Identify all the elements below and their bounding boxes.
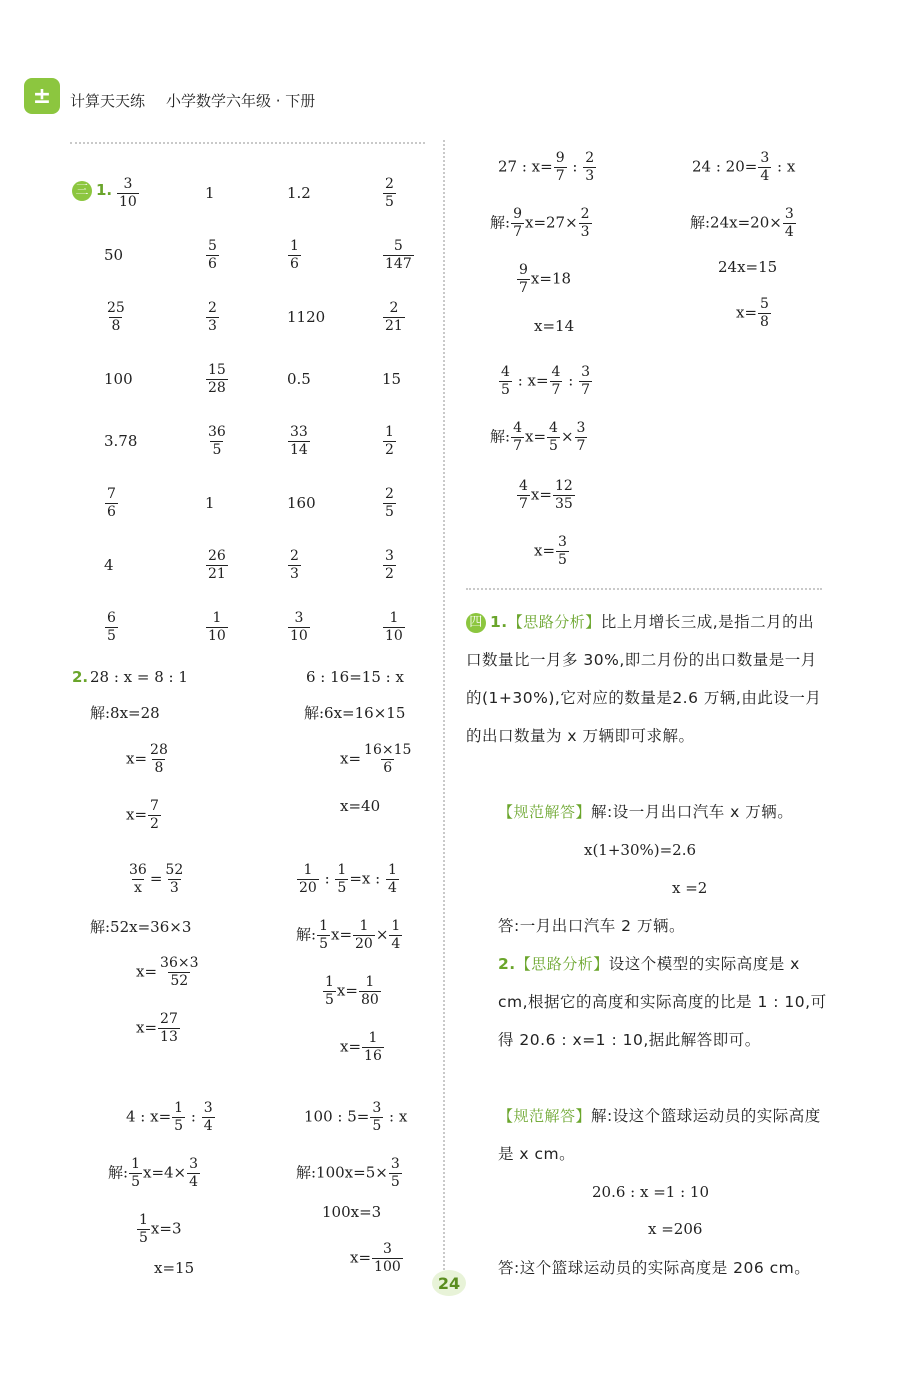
- equation-line: $\frac{9}{7}$ x=18: [519, 262, 572, 296]
- section-3-heading: [72, 181, 112, 201]
- equation-line: x= $\frac{27}{13}$: [136, 1011, 178, 1045]
- answer-cell: $\frac{33}{14}$: [290, 424, 308, 458]
- equation-line: 解:24x=20× $\frac{3}{4}$: [690, 206, 794, 240]
- answer-cell: 0.5: [287, 370, 311, 388]
- answer-cell: 1: [205, 494, 215, 512]
- equation-line: x= $\frac{1}{16}$: [340, 1030, 382, 1064]
- section-4-problem-2: 2.【思路分析】设这个模型的实际高度是 x cm,根据它的高度和实际高度的比是 1 : 10,可得 20.6 : x=1 : 10,据此解答即可。: [498, 955, 827, 1049]
- equation-line: x=15: [154, 1259, 195, 1277]
- answer-cell: $\frac{2}{3}$: [290, 548, 299, 582]
- equation-line: x=14: [534, 317, 575, 335]
- equation-line: x= $\frac{28}{8}$: [126, 742, 168, 776]
- equation-line: 解: $\frac{1}{5}$ x=4× $\frac{3}{4}$: [108, 1156, 199, 1190]
- question-number: 1.: [96, 181, 113, 199]
- answer-cell: 100: [104, 370, 133, 388]
- equation-line: 解:52x=36×3: [90, 918, 192, 936]
- solution-line: 【规范解答】解:设这个篮球运动员的实际高度是 x cm。: [498, 1107, 821, 1163]
- answer-cell: 50: [104, 246, 124, 264]
- answer-cell: $\frac{2}{5}$: [385, 486, 394, 520]
- answer-cell: $\frac{5}{6}$: [208, 238, 217, 272]
- equation-line: 6 : 16=15 : x: [306, 668, 404, 686]
- equation-line: x= $\frac{5}{8}$: [736, 296, 769, 330]
- equation-line: x= $\frac{3}{5}$: [534, 534, 567, 568]
- answer-cell: $\frac{5}{147}$: [385, 238, 412, 272]
- equation-line: $\frac{4}{5}$ : x= $\frac{4}{7}$ : $\frac{3}{7}$: [501, 364, 590, 398]
- answer-cell: $\frac{3}{2}$: [385, 548, 394, 582]
- answer-cell: 160: [287, 494, 316, 512]
- equation-line: 28 : x = 8 : 1: [90, 668, 188, 686]
- divider: [466, 588, 822, 590]
- answer-cell: $\frac{25}{8}$: [107, 300, 125, 334]
- answer-cell: 15: [382, 370, 402, 388]
- answer-cell: 1.2: [287, 184, 311, 202]
- answer-cell: $\frac{15}{28}$: [208, 362, 226, 396]
- equation-line: 解: $\frac{1}{5}$ x= $\frac{1}{20}$ × $\frac{1}{4}$: [296, 918, 401, 952]
- page-number: 24: [432, 1270, 466, 1296]
- equation-line: 解: $\frac{4}{7}$ x= $\frac{4}{5}$ × $\frac{3}{7}$: [490, 420, 586, 454]
- answer-line: 答:一月出口汽车 2 万辆。: [498, 917, 685, 935]
- equation-line: x =2: [672, 879, 708, 897]
- equation-line: $\frac{1}{5}$ x= $\frac{1}{80}$: [325, 974, 379, 1008]
- equation-line: 27 : x= $\frac{9}{7}$ : $\frac{2}{3}$: [498, 150, 595, 184]
- answer-cell: 4: [104, 556, 114, 574]
- section-4-problem-1: 四 1.【思路分析】比上月增长三成,是指二月的出口数量比一月多 30%,即二月份的出口数量是一月的(1+30%),它对应的数量是2.6 万辆,由此设一月的出口数量为 x 万辆即可求解。: [466, 613, 822, 745]
- answer-cell: 1: [205, 184, 215, 202]
- answer-cell: $\frac{36}{5}$: [208, 424, 226, 458]
- question-number: 2.: [72, 668, 89, 686]
- equation-line: 解:6x=16×15: [304, 704, 406, 722]
- equation-line: x= $\frac{36\times 3}{52}$: [136, 955, 199, 989]
- answer-line: 答:这个篮球运动员的实际高度是 206 cm。: [498, 1259, 811, 1277]
- answer-cell: $\frac{2}{5}$: [385, 176, 394, 210]
- column-divider: [443, 140, 445, 1270]
- answer-cell: $\frac{6}{5}$: [107, 610, 116, 644]
- answer-cell: $\frac{1}{6}$: [290, 238, 299, 272]
- book-subtitle: 小学数学六年级 · 下册: [166, 92, 316, 110]
- answer-cell: 1120: [287, 308, 326, 326]
- solution-line: 【规范解答】解:设一月出口汽车 x 万辆。: [498, 803, 794, 821]
- answer-cell: $\frac{3}{10}$: [119, 176, 137, 210]
- equation-line: 解: $\frac{9}{7}$ x=27× $\frac{2}{3}$: [490, 206, 590, 240]
- equation-line: x(1+30%)=2.6: [584, 841, 697, 859]
- answer-cell: $\frac{7}{6}$: [107, 486, 116, 520]
- answer-cell: $\frac{1}{10}$: [385, 610, 403, 644]
- book-title: 计算天天练: [70, 92, 146, 110]
- answer-cell: $\frac{2}{3}$: [208, 300, 217, 334]
- equation-line: $\frac{1}{5}$ x=3: [139, 1212, 182, 1246]
- equation-line: $\frac{36}{x}$ = $\frac{52}{3}$: [129, 862, 184, 896]
- answer-cell: $\frac{1}{2}$: [385, 424, 394, 458]
- equation-line: 解:8x=28: [90, 704, 160, 722]
- answer-cell: $\frac{26}{21}$: [208, 548, 226, 582]
- equation-line: $\frac{4}{7}$ x= $\frac{12}{35}$: [519, 478, 573, 512]
- section-badge: 四: [466, 613, 486, 633]
- divider: [70, 142, 425, 144]
- equation-line: x= $\frac{7}{2}$: [126, 798, 159, 832]
- equation-line: x=40: [340, 797, 381, 815]
- section-badge: 三: [72, 181, 92, 201]
- book-logo-icon: ±: [24, 78, 60, 114]
- equation-line: x =206: [648, 1220, 703, 1238]
- equation-line: x= $\frac{16\times 15}{6}$: [340, 742, 412, 776]
- answer-cell: $\frac{1}{10}$: [208, 610, 226, 644]
- equation-line: 解:100x=5× $\frac{3}{5}$: [296, 1156, 400, 1190]
- answer-cell: $\frac{3}{10}$: [290, 610, 308, 644]
- equation-line: 24x=15: [718, 258, 778, 276]
- equation-line: 4 : x= $\frac{1}{5}$ : $\frac{3}{4}$: [126, 1100, 213, 1134]
- equation-line: 100 : 5= $\frac{3}{5}$ : x: [304, 1100, 408, 1134]
- equation-line: 20.6 : x =1 : 10: [592, 1183, 710, 1201]
- equation-line: 24 : 20= $\frac{3}{4}$ : x: [692, 150, 796, 184]
- answer-cell: 3.78: [104, 432, 138, 450]
- equation-line: 100x=3: [322, 1203, 382, 1221]
- equation-line: x= $\frac{3}{100}$: [350, 1241, 401, 1275]
- equation-line: $\frac{1}{20}$ : $\frac{1}{5}$ =x : $\frac{1}{4}$: [299, 862, 397, 896]
- answer-cell: $\frac{2}{21}$: [385, 300, 403, 334]
